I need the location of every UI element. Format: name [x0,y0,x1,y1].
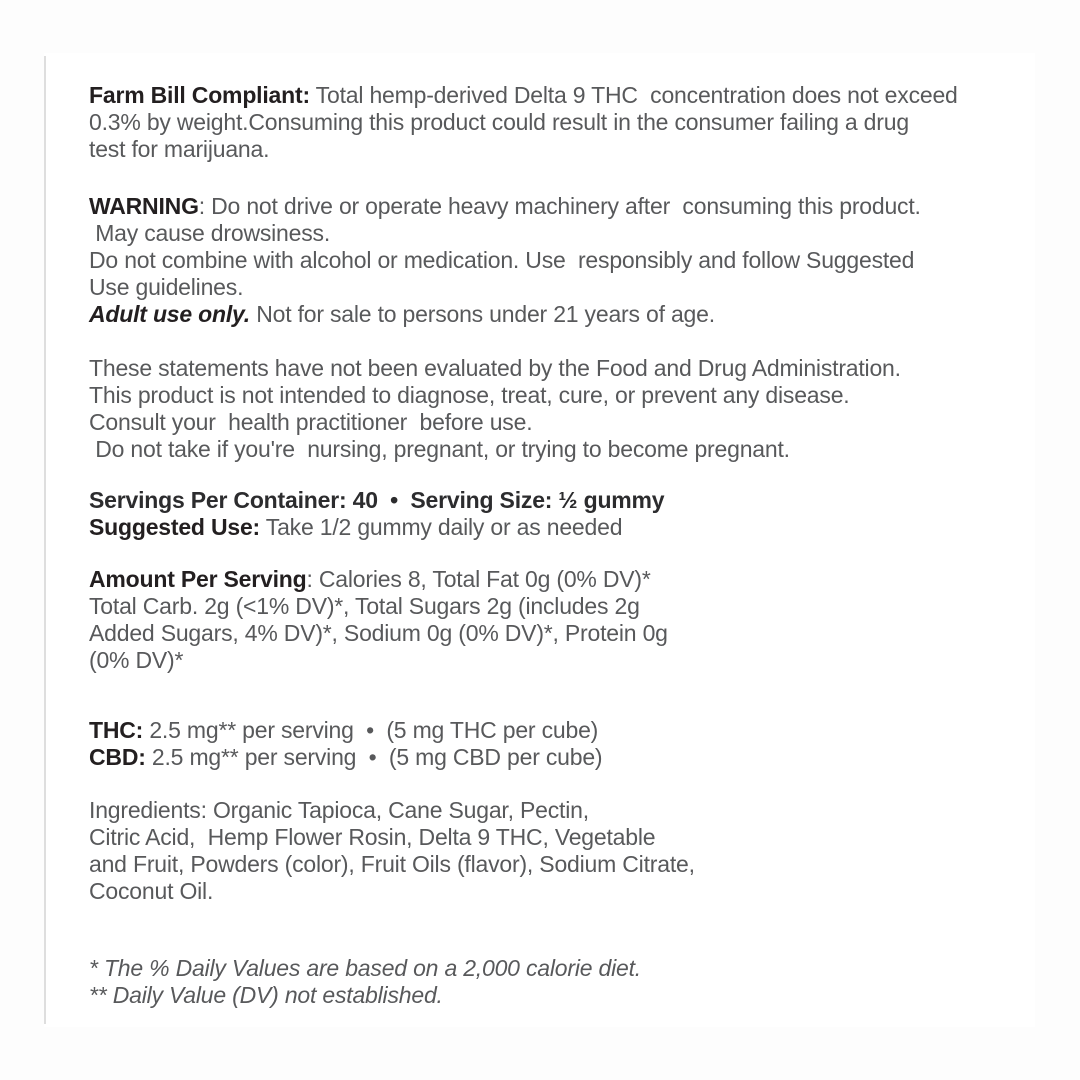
section-ingredients [89,797,989,905]
text-line [89,274,989,301]
text-line [89,647,989,674]
text-line [89,109,989,136]
text-run: Use guidelines. [89,274,244,300]
label-content [89,82,989,1009]
text-run: Adult use only. [89,301,250,327]
text-run: and Fruit, Powders (color), Fruit Oils (flavor), Sodium Citrate, [89,851,695,877]
text-run: ** Daily Value (DV) not established. [89,982,443,1008]
text-line [89,382,989,409]
text-run: Suggested Use: [89,514,261,540]
section-amount-per-serving [89,566,989,674]
text-run: Do not combine with alcohol or medication. Use responsibly and follow Suggested [89,247,915,273]
text-run: Coconut Oil. [89,878,214,904]
text-run: Total Carb. 2g (<1% DV)*, Total Sugars 2g (includes 2g [89,593,640,619]
text-run: This product is not intended to diagnose, treat, cure, or prevent any disease. [89,382,850,408]
text-run: : Do not drive or operate heavy machinery after consuming this product. [198,193,921,219]
text-run: 2.5 mg** per serving • (5 mg CBD per cube) [145,744,603,770]
text-line [89,878,989,905]
text-run: (0% DV)* [89,647,184,673]
text-run: Take 1/2 gummy daily or as needed [260,514,623,540]
text-line [89,193,989,220]
text-line [89,851,989,878]
text-line [89,301,989,328]
text-run: : Calories 8, Total Fat 0g (0% DV)* [306,566,651,592]
text-run: test for marijuana. [89,136,270,162]
section-servings [89,487,989,541]
text-run: Total hemp-derived Delta 9 THC concentration does not exceed [309,82,958,108]
text-line [89,514,989,541]
text-line [89,797,989,824]
text-line [89,220,989,247]
text-line [89,566,989,593]
text-run: THC: [89,717,144,743]
text-line [89,82,989,109]
section-warning [89,193,989,328]
section-footnotes [89,955,989,1009]
text-line [89,355,989,382]
section-cannabinoid-content [89,717,989,771]
text-run: Farm Bill Compliant: [89,82,310,108]
text-line [89,136,989,163]
text-run: WARNING [89,193,199,219]
label-left-edge-line [44,56,46,1024]
text-line [89,744,989,771]
section-fda-disclaimer [89,355,989,463]
text-run: Not for sale to persons under 21 years of age. [250,301,715,327]
text-line [89,409,989,436]
text-run: Amount Per Serving [89,566,307,592]
text-line [89,620,989,647]
text-run: 0.3% by weight.Consuming this product could result in the consumer failing a drug [89,109,909,135]
text-run: Servings Per Container: 40 • Serving Size: ½ gummy [89,487,665,513]
text-run: Ingredients: Organic Tapioca, Cane Sugar, Pectin, [89,797,589,823]
text-line [89,982,989,1009]
text-line [89,955,989,982]
text-line [89,717,989,744]
text-line [89,487,989,514]
text-run: CBD: [89,744,146,770]
text-run: 2.5 mg** per serving • (5 mg THC per cube) [143,717,599,743]
text-run: Citric Acid, Hemp Flower Rosin, Delta 9 THC, Vegetable [89,824,656,850]
text-line [89,436,989,463]
text-line [89,824,989,851]
section-farm-bill [89,82,989,163]
text-line [89,593,989,620]
text-run: Consult your health practitioner before use. [89,409,533,435]
text-run: These statements have not been evaluated by the Food and Drug Administration. [89,355,901,381]
text-run: May cause drowsiness. [89,220,331,246]
text-run: * The % Daily Values are based on a 2,000 calorie diet. [89,955,641,981]
text-run: Do not take if you're nursing, pregnant, or trying to become pregnant. [89,436,790,462]
text-run: Added Sugars, 4% DV)*, Sodium 0g (0% DV)*, Protein 0g [89,620,668,646]
text-line [89,247,989,274]
